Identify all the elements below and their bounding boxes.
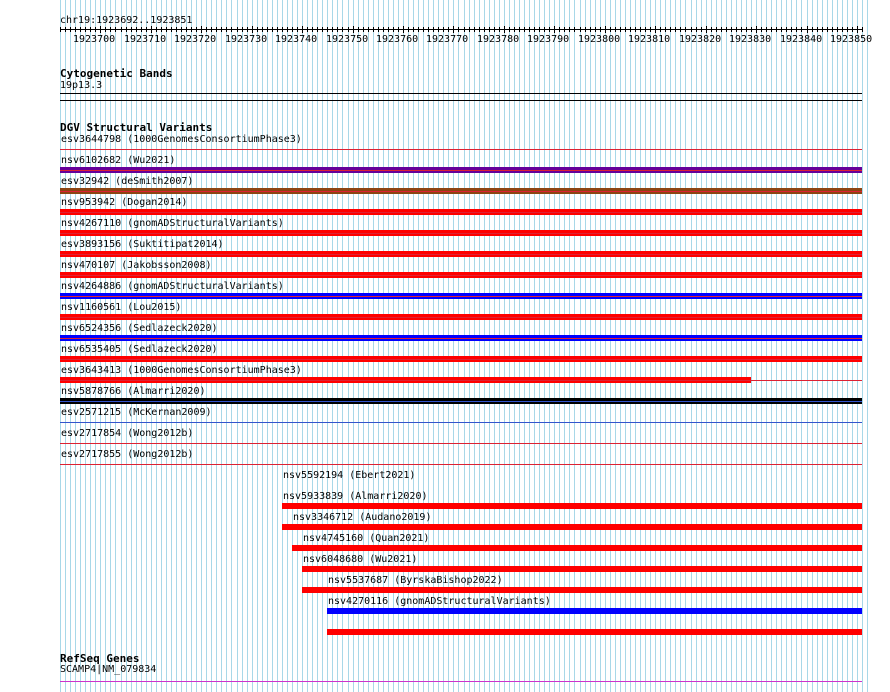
variant-row-separator bbox=[60, 233, 862, 234]
variant-row-separator bbox=[60, 401, 862, 402]
ruler-minor-tick bbox=[822, 27, 823, 32]
ruler-tick-label: 1923700 bbox=[73, 34, 116, 45]
ruler-tick-label: 1923810 bbox=[628, 34, 671, 45]
ruler-minor-tick bbox=[827, 27, 828, 32]
ruler-minor-tick bbox=[519, 27, 520, 32]
ruler-minor-tick bbox=[206, 27, 207, 32]
ruler-minor-tick bbox=[60, 27, 61, 32]
ruler-minor-tick bbox=[580, 27, 581, 32]
ruler-tick-label: 1923720 bbox=[174, 34, 217, 45]
ruler-minor-tick bbox=[630, 27, 631, 32]
variant-row-separator bbox=[60, 296, 862, 297]
ruler-minor-tick bbox=[85, 27, 86, 32]
ruler-minor-tick bbox=[171, 27, 172, 32]
ruler-tick-label: 1923790 bbox=[527, 34, 570, 45]
cytoband-track-separator bbox=[60, 100, 862, 101]
ruler-minor-tick bbox=[479, 27, 480, 32]
ruler-minor-tick bbox=[105, 27, 106, 32]
ruler-minor-tick bbox=[852, 27, 853, 32]
variant-label[interactable]: nsv4267110 (gnomADStructuralVariants) bbox=[61, 218, 284, 229]
ruler-minor-tick bbox=[211, 27, 212, 32]
ruler-minor-tick bbox=[776, 27, 777, 32]
dgv-track-title: DGV Structural Variants bbox=[60, 121, 213, 134]
variant-label[interactable]: esv2571215 (McKernan2009) bbox=[61, 407, 212, 418]
ruler-major-tick bbox=[100, 26, 101, 33]
ruler-minor-tick bbox=[408, 27, 409, 32]
ruler-minor-tick bbox=[796, 27, 797, 32]
ruler-minor-tick bbox=[418, 27, 419, 32]
ruler-minor-tick bbox=[736, 27, 737, 32]
ruler-minor-tick bbox=[544, 27, 545, 32]
ruler-tick-label: 1923750 bbox=[326, 34, 369, 45]
ruler-minor-tick bbox=[358, 27, 359, 32]
variant-label[interactable]: esv3893156 (Suktitipat2014) bbox=[61, 239, 224, 250]
ruler-minor-tick bbox=[549, 27, 550, 32]
ruler-minor-tick bbox=[216, 27, 217, 32]
ruler-minor-tick bbox=[685, 27, 686, 32]
variant-row-separator bbox=[60, 191, 862, 192]
ruler-minor-tick bbox=[267, 27, 268, 32]
ruler-minor-tick bbox=[494, 27, 495, 32]
variant-label[interactable]: nsv4270116 (gnomADStructuralVariants) bbox=[328, 596, 551, 607]
variant-row-separator bbox=[60, 443, 862, 444]
variant-label[interactable]: nsv5537687 (ByrskaBishop2022) bbox=[328, 575, 503, 586]
ruler-minor-tick bbox=[332, 27, 333, 32]
variant-feature-bar[interactable] bbox=[302, 587, 862, 593]
ruler-minor-tick bbox=[539, 27, 540, 32]
ruler-minor-tick bbox=[660, 27, 661, 32]
ruler-minor-tick bbox=[75, 27, 76, 32]
ruler-minor-tick bbox=[484, 27, 485, 32]
ruler-major-tick bbox=[151, 26, 152, 33]
ruler-tick-label: 1923770 bbox=[426, 34, 469, 45]
ruler-minor-tick bbox=[474, 27, 475, 32]
ruler-minor-tick bbox=[801, 27, 802, 32]
ruler-minor-tick bbox=[489, 27, 490, 32]
ruler-minor-tick bbox=[817, 27, 818, 32]
ruler-minor-tick bbox=[378, 27, 379, 32]
variant-feature-bar[interactable] bbox=[327, 629, 862, 635]
variant-row-separator bbox=[60, 275, 862, 276]
variant-feature-bar[interactable] bbox=[292, 545, 862, 551]
ruler-major-tick bbox=[857, 26, 858, 33]
ruler-minor-tick bbox=[574, 27, 575, 32]
variant-row-separator bbox=[60, 254, 862, 255]
ruler-minor-tick bbox=[388, 27, 389, 32]
variant-row-separator bbox=[60, 359, 862, 360]
ruler-minor-tick bbox=[670, 27, 671, 32]
ruler-minor-tick bbox=[186, 27, 187, 32]
ruler-major-tick bbox=[706, 26, 707, 33]
ruler-minor-tick bbox=[509, 27, 510, 32]
variant-label[interactable]: esv3644798 (1000GenomesConsortiumPhase3) bbox=[61, 134, 302, 145]
ruler-minor-tick bbox=[635, 27, 636, 32]
variant-row-separator bbox=[60, 338, 862, 339]
ruler-minor-tick bbox=[95, 27, 96, 32]
ruler-tick-label: 1923710 bbox=[124, 34, 167, 45]
ruler-minor-tick bbox=[287, 27, 288, 32]
ruler-minor-tick bbox=[716, 27, 717, 32]
ruler-minor-tick bbox=[428, 27, 429, 32]
variant-label[interactable]: nsv6048680 (Wu2021) bbox=[303, 554, 418, 565]
ruler-minor-tick bbox=[221, 27, 222, 32]
ruler-minor-tick bbox=[121, 27, 122, 32]
ruler-minor-tick bbox=[534, 27, 535, 32]
ruler-minor-tick bbox=[166, 27, 167, 32]
ruler-minor-tick bbox=[373, 27, 374, 32]
ruler-minor-tick bbox=[665, 27, 666, 32]
variant-row-separator bbox=[60, 170, 862, 171]
ruler-minor-tick bbox=[126, 27, 127, 32]
ruler-minor-tick bbox=[423, 27, 424, 32]
ruler-minor-tick bbox=[65, 27, 66, 32]
ruler-minor-tick bbox=[781, 27, 782, 32]
cytoband-track-line bbox=[60, 93, 862, 94]
variant-row-separator bbox=[60, 149, 862, 150]
ruler-minor-tick bbox=[696, 27, 697, 32]
ruler-minor-tick bbox=[348, 27, 349, 32]
ruler-minor-tick bbox=[393, 27, 394, 32]
ruler-tick-label: 1923840 bbox=[780, 34, 823, 45]
ruler-major-tick bbox=[353, 26, 354, 33]
ruler-minor-tick bbox=[832, 27, 833, 32]
ruler-minor-tick bbox=[620, 27, 621, 32]
ruler-minor-tick bbox=[247, 27, 248, 32]
ruler-major-tick bbox=[756, 26, 757, 33]
ruler-minor-tick bbox=[837, 27, 838, 32]
variant-label[interactable]: nsv470107 (Jakobsson2008) bbox=[61, 260, 212, 271]
ruler-minor-tick bbox=[115, 27, 116, 32]
ruler-minor-tick bbox=[368, 27, 369, 32]
cytoband-label[interactable]: 19p13.3 bbox=[60, 80, 103, 91]
ruler-minor-tick bbox=[307, 27, 308, 32]
variant-label[interactable]: nsv4264886 (gnomADStructuralVariants) bbox=[61, 281, 284, 292]
ruler-minor-tick bbox=[282, 27, 283, 32]
refseq-gene-feature[interactable] bbox=[60, 681, 862, 682]
ruler-minor-tick bbox=[262, 27, 263, 32]
ruler-minor-tick bbox=[448, 27, 449, 32]
ruler-major-tick bbox=[605, 26, 606, 33]
ruler-minor-tick bbox=[141, 27, 142, 32]
ruler-minor-tick bbox=[524, 27, 525, 32]
ruler-minor-tick bbox=[312, 27, 313, 32]
ruler-minor-tick bbox=[529, 27, 530, 32]
ruler-minor-tick bbox=[650, 27, 651, 32]
ruler-minor-tick bbox=[443, 27, 444, 32]
variant-label[interactable]: nsv6535405 (Sedlazeck2020) bbox=[61, 344, 218, 355]
ruler-minor-tick bbox=[231, 27, 232, 32]
ruler-minor-tick bbox=[771, 27, 772, 32]
ruler-minor-tick bbox=[277, 27, 278, 32]
ruler-minor-tick bbox=[156, 27, 157, 32]
variant-feature-bar[interactable] bbox=[282, 524, 862, 530]
variant-label[interactable]: esv2717854 (Wong2012b) bbox=[61, 428, 194, 439]
ruler-minor-tick bbox=[146, 27, 147, 32]
ruler-minor-tick bbox=[862, 27, 863, 32]
variant-label[interactable]: esv3643413 (1000GenomesConsortiumPhase3) bbox=[61, 365, 302, 376]
ruler-major-tick bbox=[655, 26, 656, 33]
ruler-major-tick bbox=[201, 26, 202, 33]
ruler-minor-tick bbox=[590, 27, 591, 32]
ruler-major-tick bbox=[554, 26, 555, 33]
ruler-minor-tick bbox=[514, 27, 515, 32]
ruler-major-tick bbox=[453, 26, 454, 33]
ruler-minor-tick bbox=[257, 27, 258, 32]
ruler-tick-label: 1923830 bbox=[729, 34, 772, 45]
ruler-minor-tick bbox=[383, 27, 384, 32]
ruler-minor-tick bbox=[181, 27, 182, 32]
ruler-minor-tick bbox=[136, 27, 137, 32]
ruler-minor-tick bbox=[161, 27, 162, 32]
variant-row-separator bbox=[60, 422, 862, 423]
ruler-minor-tick bbox=[701, 27, 702, 32]
ruler-tick-label: 1923800 bbox=[578, 34, 621, 45]
ruler-minor-tick bbox=[564, 27, 565, 32]
ruler-minor-tick bbox=[746, 27, 747, 32]
ruler-minor-tick bbox=[242, 27, 243, 32]
ruler-minor-tick bbox=[237, 27, 238, 32]
ruler-minor-tick bbox=[812, 27, 813, 32]
ruler-minor-tick bbox=[847, 27, 848, 32]
ruler-minor-tick bbox=[272, 27, 273, 32]
cytoband-track-title: Cytogenetic Bands bbox=[60, 67, 173, 80]
variant-label[interactable]: nsv4745160 (Quan2021) bbox=[303, 533, 430, 544]
ruler-minor-tick bbox=[731, 27, 732, 32]
variant-row-separator bbox=[60, 317, 862, 318]
ruler-major-tick bbox=[807, 26, 808, 33]
ruler-minor-tick bbox=[842, 27, 843, 32]
ruler-minor-tick bbox=[438, 27, 439, 32]
variant-feature-bar[interactable] bbox=[302, 566, 862, 572]
ruler-minor-tick bbox=[342, 27, 343, 32]
ruler-minor-tick bbox=[226, 27, 227, 32]
variant-label[interactable]: nsv3346712 (Audano2019) bbox=[293, 512, 432, 523]
ruler-minor-tick bbox=[691, 27, 692, 32]
ruler-minor-tick bbox=[761, 27, 762, 32]
variant-label[interactable]: nsv1160561 (Lou2015) bbox=[61, 302, 182, 313]
ruler-tick-label: 1923820 bbox=[679, 34, 722, 45]
ruler-minor-tick bbox=[766, 27, 767, 32]
variant-row-separator bbox=[60, 464, 862, 465]
ruler-major-tick bbox=[403, 26, 404, 33]
ruler-minor-tick bbox=[433, 27, 434, 32]
ruler-minor-tick bbox=[615, 27, 616, 32]
ruler-minor-tick bbox=[625, 27, 626, 32]
ruler-tick-label: 1923760 bbox=[376, 34, 419, 45]
ruler-minor-tick bbox=[791, 27, 792, 32]
variant-feature-bar[interactable] bbox=[327, 608, 862, 614]
variant-feature-bar[interactable] bbox=[282, 503, 862, 509]
ruler-minor-tick bbox=[645, 27, 646, 32]
variant-label[interactable]: nsv5592194 (Ebert2021) bbox=[283, 470, 416, 481]
refseq-gene-label[interactable]: SCAMP4|NM_079834 bbox=[60, 664, 157, 675]
locus-label: chr19:1923692..1923851 bbox=[60, 15, 193, 26]
variant-label[interactable]: nsv5933839 (Almarri2020) bbox=[283, 491, 428, 502]
ruler-minor-tick bbox=[110, 27, 111, 32]
ruler-minor-tick bbox=[191, 27, 192, 32]
variant-label[interactable]: esv2717855 (Wong2012b) bbox=[61, 449, 194, 460]
ruler-minor-tick bbox=[464, 27, 465, 32]
ruler-minor-tick bbox=[131, 27, 132, 32]
ruler-tick-label: 1923780 bbox=[477, 34, 520, 45]
variant-row-separator bbox=[60, 212, 862, 213]
ruler-minor-tick bbox=[741, 27, 742, 32]
refseq-track-title: RefSeq Genes bbox=[60, 652, 140, 665]
variant-label[interactable]: nsv6524356 (Sedlazeck2020) bbox=[61, 323, 218, 334]
ruler-minor-tick bbox=[176, 27, 177, 32]
ruler-minor-tick bbox=[458, 27, 459, 32]
ruler-minor-tick bbox=[90, 27, 91, 32]
ruler-minor-tick bbox=[786, 27, 787, 32]
ruler-minor-tick bbox=[640, 27, 641, 32]
variant-label[interactable]: nsv953942 (Dogan2014) bbox=[61, 197, 188, 208]
ruler-minor-tick bbox=[569, 27, 570, 32]
ruler-tick-label: 1923850 bbox=[830, 34, 873, 45]
ruler-tick-label: 1923740 bbox=[275, 34, 318, 45]
ruler-minor-tick bbox=[297, 27, 298, 32]
ruler-minor-tick bbox=[196, 27, 197, 32]
ruler-minor-tick bbox=[469, 27, 470, 32]
variant-row-separator bbox=[60, 380, 862, 381]
ruler-major-tick bbox=[504, 26, 505, 33]
ruler-minor-tick bbox=[726, 27, 727, 32]
ruler-minor-tick bbox=[721, 27, 722, 32]
ruler-minor-tick bbox=[292, 27, 293, 32]
ruler-minor-tick bbox=[80, 27, 81, 32]
ruler-minor-tick bbox=[751, 27, 752, 32]
ruler-minor-tick bbox=[610, 27, 611, 32]
ruler-minor-tick bbox=[317, 27, 318, 32]
ruler-major-tick bbox=[302, 26, 303, 33]
ruler-minor-tick bbox=[398, 27, 399, 32]
ruler-minor-tick bbox=[322, 27, 323, 32]
ruler-minor-tick bbox=[600, 27, 601, 32]
ruler-minor-tick bbox=[499, 27, 500, 32]
ruler-minor-tick bbox=[585, 27, 586, 32]
ruler-major-tick bbox=[252, 26, 253, 33]
ruler-minor-tick bbox=[711, 27, 712, 32]
variant-label[interactable]: nsv6102682 (Wu2021) bbox=[61, 155, 176, 166]
ruler-minor-tick bbox=[327, 27, 328, 32]
ruler-minor-tick bbox=[559, 27, 560, 32]
ruler-minor-tick bbox=[70, 27, 71, 32]
variant-label[interactable]: esv32942 (deSmith2007) bbox=[61, 176, 194, 187]
ruler-minor-tick bbox=[363, 27, 364, 32]
ruler-minor-tick bbox=[680, 27, 681, 32]
variant-label[interactable]: nsv5878766 (Almarri2020) bbox=[61, 386, 206, 397]
ruler-minor-tick bbox=[675, 27, 676, 32]
ruler-minor-tick bbox=[413, 27, 414, 32]
ruler-tick-label: 1923730 bbox=[225, 34, 268, 45]
ruler-minor-tick bbox=[337, 27, 338, 32]
ruler-minor-tick bbox=[595, 27, 596, 32]
